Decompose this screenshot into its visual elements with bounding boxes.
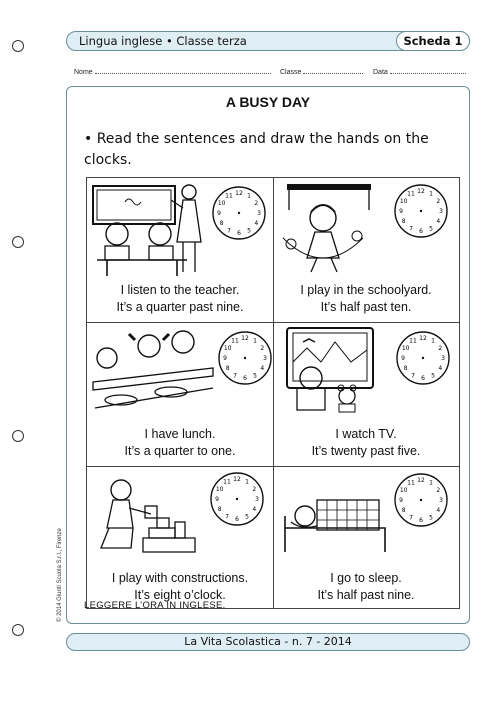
clock-number: 10 (215, 486, 224, 493)
instruction-text: • Read the sentences and draw the hands on the clocks. (84, 131, 429, 168)
class-field[interactable] (280, 67, 363, 76)
binder-hole-2 (12, 236, 24, 248)
clock-number: 11 (223, 478, 231, 486)
clock-center (238, 212, 240, 214)
clock-number: 9 (223, 355, 227, 362)
clock-number: 8 (219, 220, 224, 227)
page-title: A BUSY DAY (225, 94, 311, 110)
clock-number: 11 (407, 479, 415, 487)
clock-number: 10 (399, 487, 408, 494)
exercise-cell-1 (87, 178, 273, 322)
footer-note: LEGGERE L’ORA IN INGLESE. (84, 600, 226, 611)
clock-icon (87, 322, 274, 427)
clock-number: 6 (235, 516, 239, 523)
sentence-5: I play with constructions. It’s eight o’clock. (111, 571, 249, 602)
clock-number: 3 (441, 355, 445, 362)
clock-number: 9 (215, 496, 219, 503)
exercise-cell-4 (273, 322, 459, 466)
clock-center (420, 499, 422, 501)
sentence-2: I play in the schoolyard. It’s half past ten. (300, 283, 432, 314)
clock-number: 3 (255, 496, 259, 503)
clock-number: 8 (401, 218, 406, 225)
sentence-1: I listen to the teacher. It’s a quarter past nine. (116, 283, 244, 314)
clock-number: 5 (429, 225, 433, 233)
clock-number: 5 (253, 372, 257, 380)
clock-number: 2 (252, 486, 257, 493)
clock-number: 11 (225, 192, 233, 200)
exercise-cell-3 (87, 322, 273, 466)
sentence-3: I have lunch. It’s a quarter to one. (124, 427, 236, 458)
sentence-6: I go to sleep. It’s half past nine. (317, 571, 415, 602)
footer-bar (66, 633, 470, 651)
clock-number: 8 (217, 506, 222, 513)
clock-number: 10 (399, 198, 408, 205)
clock-number: 6 (419, 228, 423, 235)
clock-number: 8 (225, 365, 230, 372)
header-bar (66, 31, 470, 51)
clock-number: 9 (401, 355, 405, 362)
clock-number: 12 (417, 477, 425, 484)
clock-number: 4 (436, 218, 441, 225)
clock-number: 2 (436, 198, 441, 205)
clock-number: 10 (223, 345, 232, 352)
clock-number: 2 (260, 345, 265, 352)
clock-number: 5 (429, 514, 433, 522)
clock-center (420, 210, 422, 212)
binder-hole-1 (12, 40, 24, 52)
copyright-text: © 2014 Giunti Scuola S.r.l., Firenze (57, 528, 63, 622)
date-label: Data (373, 69, 388, 76)
class-label: Classe (280, 69, 302, 76)
clock-number: 4 (254, 220, 259, 227)
clock-number: 6 (237, 230, 241, 237)
magazine-label: La Vita Scolastica - n. 7 - 2014 (184, 635, 352, 648)
clock-number: 11 (231, 337, 239, 345)
clock-number: 5 (431, 372, 435, 380)
clock-number: 12 (417, 188, 425, 195)
clock-number: 10 (217, 200, 226, 207)
subject-label: Lingua inglese • Classe terza (79, 34, 247, 48)
clock-center (422, 357, 424, 359)
clock-number: 11 (409, 337, 417, 345)
clock-icon (87, 178, 274, 283)
sheet-label: Scheda 1 (396, 31, 470, 51)
clock-number: 6 (243, 375, 247, 382)
clock-number: 7 (233, 372, 237, 380)
clock-number: 11 (407, 190, 415, 198)
clock-icon (273, 466, 460, 571)
clock-number: 1 (253, 337, 257, 345)
clock-number: 12 (233, 476, 241, 483)
name-label: Nome (74, 69, 93, 76)
clock-number: 5 (247, 227, 251, 235)
clock-number: 12 (419, 335, 427, 342)
clock-number: 9 (217, 210, 221, 217)
clock-icon (87, 466, 274, 571)
clock-number: 12 (235, 190, 243, 197)
clock-number: 6 (421, 375, 425, 382)
clock-number: 1 (431, 337, 435, 345)
clock-number: 7 (411, 372, 415, 380)
clock-number: 4 (252, 506, 257, 513)
clock-number: 3 (263, 355, 267, 362)
clock-number: 2 (436, 487, 441, 494)
date-field[interactable] (373, 67, 466, 76)
exercise-grid (86, 177, 460, 609)
clock-number: 7 (409, 225, 413, 233)
name-field[interactable] (74, 67, 271, 76)
clock-number: 9 (399, 497, 403, 504)
binder-hole-4 (12, 624, 24, 636)
clock-number: 1 (429, 479, 433, 487)
clock-center (244, 357, 246, 359)
sentence-4: I watch TV. It’s twenty past five. (311, 427, 421, 458)
clock-icon (273, 322, 460, 427)
exercise-cell-6 (273, 466, 459, 610)
clock-number: 1 (245, 478, 249, 486)
clock-number: 2 (254, 200, 259, 207)
clock-number: 7 (227, 227, 231, 235)
clock-number: 8 (403, 365, 408, 372)
clock-number: 7 (225, 513, 229, 521)
clock-number: 12 (241, 335, 249, 342)
clock-number: 5 (245, 513, 249, 521)
clock-number: 3 (439, 497, 443, 504)
clock-number: 1 (429, 190, 433, 198)
exercise-cell-5 (87, 466, 273, 610)
clock-number: 8 (401, 507, 406, 514)
exercise-cell-2 (273, 178, 459, 322)
clock-number: 3 (257, 210, 261, 217)
clock-number: 4 (436, 507, 441, 514)
clock-icon (273, 178, 460, 283)
clock-center (236, 498, 238, 500)
clock-number: 1 (247, 192, 251, 200)
clock-number: 3 (439, 208, 443, 215)
clock-number: 9 (399, 208, 403, 215)
clock-number: 7 (409, 514, 413, 522)
binder-hole-3 (12, 430, 24, 442)
clock-number: 4 (260, 365, 265, 372)
clock-number: 10 (401, 345, 410, 352)
clock-number: 6 (419, 517, 423, 524)
clock-number: 2 (438, 345, 443, 352)
clock-number: 4 (438, 365, 443, 372)
